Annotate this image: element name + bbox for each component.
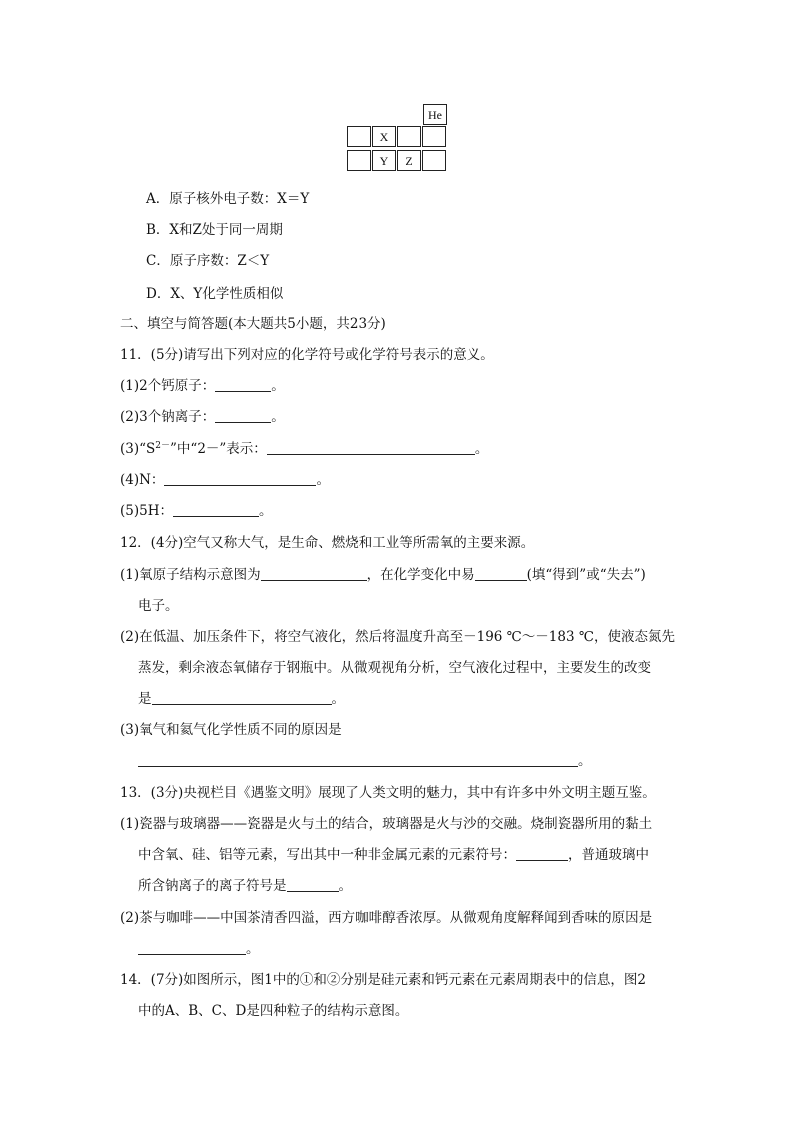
- period: 。: [474, 441, 489, 457]
- answer-blank[interactable]: [138, 752, 578, 767]
- q11-p1-text: (1)2个钙原子：: [120, 378, 216, 394]
- answer-blank[interactable]: [152, 690, 332, 705]
- q11-p5-text: (5)5H：: [120, 503, 173, 519]
- table-cell-x: X: [372, 126, 396, 147]
- q12-p2-text: 是: [138, 691, 152, 707]
- q11-p4-text: (4)N：: [120, 472, 165, 488]
- answer-blank[interactable]: [516, 846, 568, 861]
- option-c: C．原子序数：Z＜Y: [146, 253, 270, 269]
- q11-part-5: [120, 499, 273, 519]
- q13-p1-text2: 所含钠离子的离子符号是: [138, 878, 287, 894]
- q13-part-2: (2)茶与咖啡——中国茶清香四溢，西方咖啡醇香浓厚。从微观角度解释闻到香味的原因是: [120, 910, 653, 926]
- option-b: B．X和Z处于同一周期: [146, 222, 283, 238]
- q12-part-2-line3: [138, 687, 345, 707]
- q11-p2-text: (2)3个钠离子：: [120, 409, 216, 425]
- q13-part-1: (1)瓷器与玻璃器——瓷器是火与土的结合，玻璃器是火与沙的交融。烧制瓷器所用的黏土: [120, 816, 653, 832]
- q11-p3-pre: (3)“S: [120, 441, 156, 457]
- period: 。: [259, 503, 273, 519]
- option-d: D．X、Y化学性质相似: [146, 286, 284, 302]
- period: 。: [271, 378, 285, 394]
- table-cell-empty: [347, 150, 371, 171]
- q12-p1-hint: (填“得到”或“失去”): [526, 567, 646, 583]
- answer-blank[interactable]: [173, 502, 259, 517]
- answer-blank[interactable]: [267, 440, 475, 455]
- period: 。: [271, 409, 285, 425]
- q13-p1-text: 中含氧、硅、铝等元素，写出其中一种非金属元素的元素符号：: [138, 847, 516, 863]
- answer-blank[interactable]: [164, 471, 316, 486]
- q12-p1-mid: ，在化学变化中易: [366, 567, 475, 583]
- q12-part-2: (2)在低温、加压条件下，将空气液化，然后将温度升高至－196 ℃～－183 ℃，使液态氮先: [120, 629, 675, 645]
- period: 。: [246, 941, 260, 957]
- q12-part-2-line2: 蒸发，剩余液态氧储存于钢瓶中。从微观视角分析，空气液化过程中，主要发生的改变: [138, 660, 651, 676]
- period: 。: [338, 878, 352, 894]
- answer-blank[interactable]: [138, 940, 246, 955]
- q13-p1-mid: ，普通玻璃中: [568, 847, 649, 863]
- q12-part-1: [120, 563, 646, 583]
- q13-part-1-line3: [138, 874, 352, 894]
- q11-part-2: [120, 405, 285, 425]
- q11-part-3: [120, 437, 488, 457]
- q12-stem: 12．(4分)空气又称大气，是生命、燃烧和工业等所需氧的主要来源。: [120, 535, 535, 551]
- table-cell-empty: [422, 150, 446, 171]
- table-cell-z: Z: [397, 150, 421, 171]
- q11-part-4: [120, 468, 330, 488]
- q11-p3-post: ”中“2－”表示：: [170, 441, 267, 457]
- q14-stem: 14．(7分)如图所示，图1中的①和②分别是硅元素和钙元素在元素周期表中的信息，图2: [120, 972, 646, 988]
- q12-part-3: (3)氧气和氦气化学性质不同的原因是: [120, 722, 342, 738]
- answer-blank[interactable]: [287, 877, 339, 892]
- q12-p1-text: (1)氧原子结构示意图为: [120, 567, 261, 583]
- table-cell-empty: [397, 126, 421, 147]
- q11-part-1: [120, 374, 285, 394]
- q14-stem-line2: 中的A、B、C、D是四种粒子的结构示意图。: [138, 1003, 409, 1019]
- section-title: 二、填空与简答题(本大题共5小题，共23分): [120, 316, 386, 332]
- q13-part-2-answer: [138, 937, 260, 957]
- period: 。: [578, 753, 592, 769]
- answer-blank[interactable]: [475, 566, 527, 581]
- table-cell-y: Y: [372, 150, 396, 171]
- option-a: A．原子核外电子数：X＝Y: [146, 191, 310, 207]
- q12-part-1-cont: 电子。: [138, 598, 179, 614]
- answer-blank[interactable]: [215, 408, 271, 423]
- table-cell-he: He: [423, 104, 447, 125]
- period: 。: [316, 472, 330, 488]
- answer-blank[interactable]: [261, 566, 367, 581]
- q12-part-3-answer: [138, 749, 592, 769]
- q11-stem: 11．(5分)请写出下列对应的化学符号或化学符号表示的意义。: [120, 347, 494, 363]
- periodic-table-fragment: [347, 104, 447, 171]
- table-cell-empty: [422, 126, 446, 147]
- q13-stem: 13．(3分)央视栏目《遇鉴文明》展现了人类文明的魅力，其中有许多中外文明主题互鉴。: [120, 785, 656, 801]
- answer-blank[interactable]: [215, 377, 271, 392]
- q11-p3-superscript: 2－: [155, 441, 171, 451]
- table-cell-empty: [347, 126, 371, 147]
- period: 。: [331, 691, 345, 707]
- q13-part-1-line2: [138, 843, 649, 863]
